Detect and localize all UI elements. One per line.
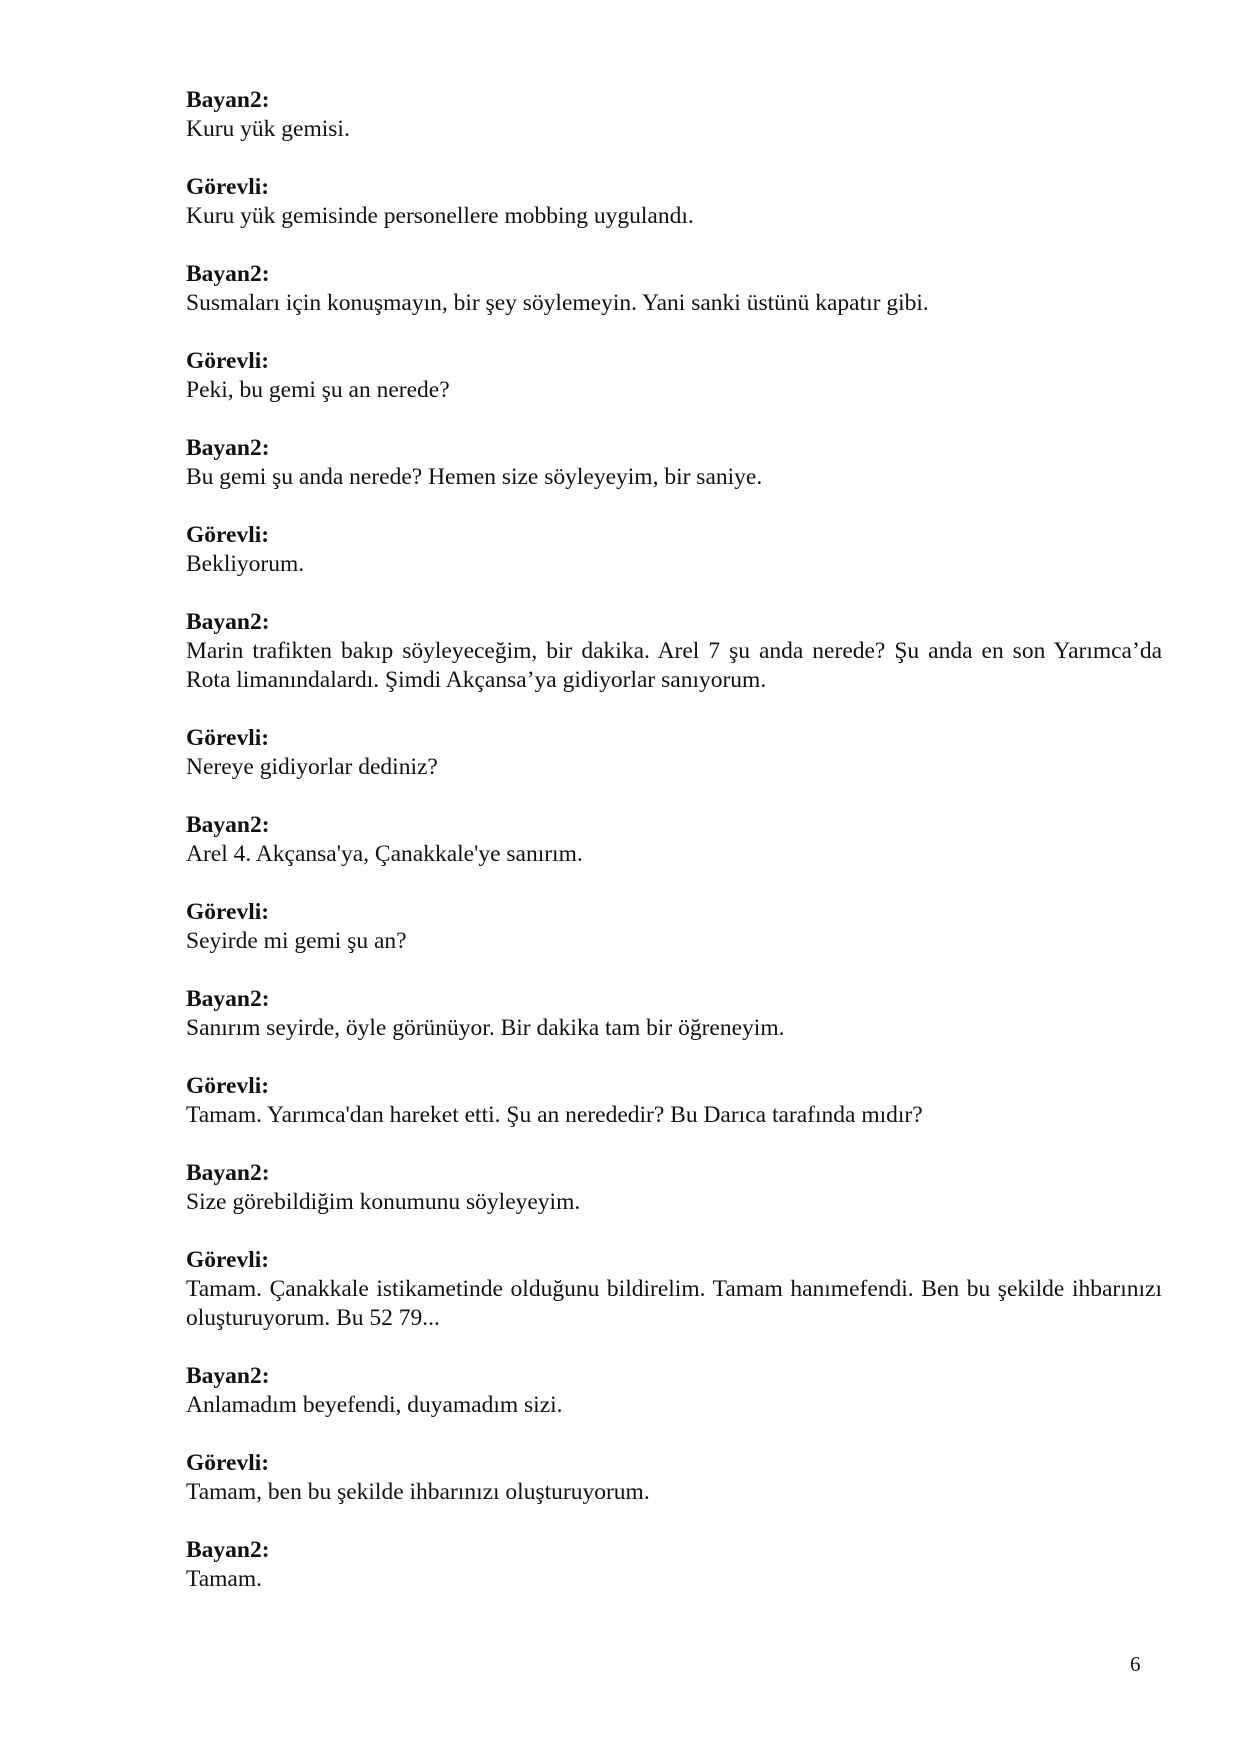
speaker-label: Bayan2: [186, 1537, 270, 1563]
dialogue-turn [186, 608, 1162, 695]
speech-text: Anlamadım beyefendi, duyamadım sizi. [186, 1392, 563, 1418]
speaker-label: Görevli: [186, 174, 270, 200]
speech-text: Sanırım seyirde, öyle görünüyor. Bir dakika tam bir öğreneyim. [186, 1015, 785, 1041]
speech-text: Kuru yük gemisi. [186, 116, 350, 142]
speech-text: Seyirde mi gemi şu an? [186, 928, 407, 954]
dialogue-turn [186, 86, 1162, 144]
dialogue-turn [186, 173, 1162, 231]
dialogue-turn [186, 898, 1162, 956]
dialogue-turn [186, 724, 1162, 782]
dialogue-turn [186, 1536, 1162, 1594]
speaker-label: Görevli: [186, 1247, 270, 1273]
dialogue-turn [186, 521, 1162, 579]
speaker-label: Görevli: [186, 348, 270, 374]
speech-text: Peki, bu gemi şu an nerede? [186, 377, 450, 403]
speaker-label: Bayan2: [186, 986, 270, 1012]
speaker-label: Bayan2: [186, 87, 270, 113]
speech-text: Marin trafikten bakıp söyleyeceğim, bir dakika. Arel 7 şu anda nerede? Şu anda en son Yarımca’da Rota limanındalardı. Şimdi Akçansa’ya gidiyorlar sanıyorum. [186, 638, 1162, 693]
speech-text: Nereye gidiyorlar dediniz? [186, 754, 438, 780]
speaker-label: Bayan2: [186, 609, 270, 635]
dialogue-turn [186, 811, 1162, 869]
dialogue-turn [186, 985, 1162, 1043]
speaker-label: Bayan2: [186, 435, 270, 461]
speech-text: Susmaları için konuşmayın, bir şey söylemeyin. Yani sanki üstünü kapatır gibi. [186, 290, 929, 316]
speaker-label: Görevli: [186, 1450, 270, 1476]
speech-text: Kuru yük gemisinde personellere mobbing uygulandı. [186, 203, 694, 229]
dialogue-turn [186, 347, 1162, 405]
speaker-label: Görevli: [186, 522, 270, 548]
dialogue-turn [186, 1246, 1162, 1333]
speech-text: Tamam. Yarımca'dan hareket etti. Şu an nerededir? Bu Darıca tarafında mıdır? [186, 1102, 923, 1128]
dialogue-turn [186, 1072, 1162, 1130]
speaker-label: Görevli: [186, 899, 270, 925]
speech-text: Bekliyorum. [186, 551, 305, 577]
speaker-label: Bayan2: [186, 261, 270, 287]
speaker-label: Bayan2: [186, 1363, 270, 1389]
page-number: 6 [1130, 1652, 1141, 1676]
speaker-label: Bayan2: [186, 812, 270, 838]
speech-text: Tamam, ben bu şekilde ihbarınızı oluşturuyorum. [186, 1479, 650, 1505]
speaker-label: Bayan2: [186, 1160, 270, 1186]
dialogue-turn [186, 1159, 1162, 1217]
speech-text: Arel 4. Akçansa'ya, Çanakkale'ye sanırım. [186, 841, 583, 867]
dialogue-turn [186, 260, 1162, 318]
speech-text: Bu gemi şu anda nerede? Hemen size söyleyeyim, bir saniye. [186, 464, 763, 490]
speaker-label: Görevli: [186, 725, 270, 751]
transcript-body [186, 86, 1162, 1623]
dialogue-turn [186, 1362, 1162, 1420]
speech-text: Tamam. [186, 1566, 263, 1592]
speaker-label: Görevli: [186, 1073, 270, 1099]
dialogue-turn [186, 434, 1162, 492]
speech-text: Tamam. Çanakkale istikametinde olduğunu bildirelim. Tamam hanımefendi. Ben bu şekilde ihbarınızı oluşturuyorum. Bu 52 79... [186, 1276, 1162, 1331]
dialogue-turn [186, 1449, 1162, 1507]
speech-text: Size görebildiğim konumunu söyleyeyim. [186, 1189, 581, 1215]
